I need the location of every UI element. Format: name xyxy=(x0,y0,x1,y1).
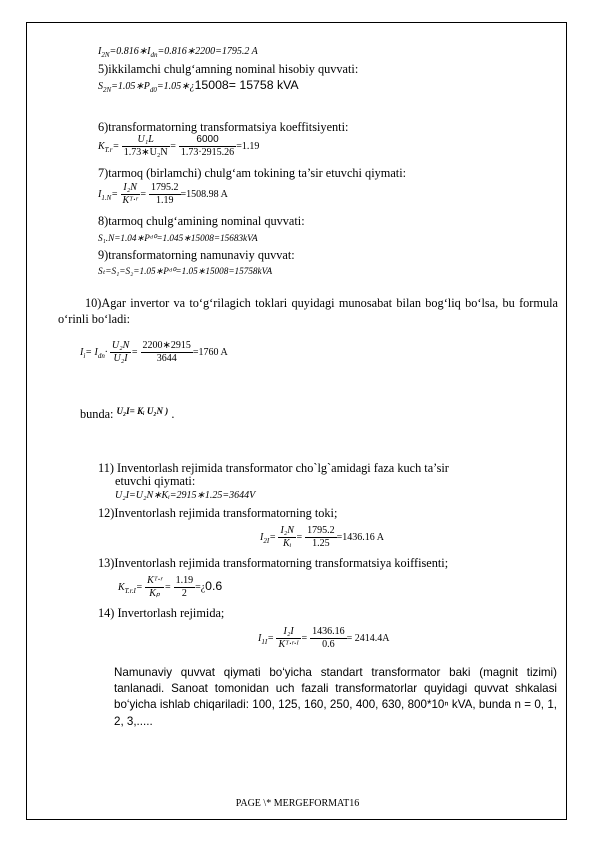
item-7-text: 7)tarmoq (birlamchi) chulg‘am tokining ta’sir etuvchi qiymati: xyxy=(98,166,407,180)
fraction-i1n-symbolic: $\frac{\text{I₂N}}{\text{Kᵀ·ʳ}}$ xyxy=(122,182,138,206)
item-14-text: 14) Invertorlash rejimida; xyxy=(98,606,225,620)
fraction-ktr-symbolic: $\frac{\text{U₁L}}{\text{1.73∗U₂N}}$ xyxy=(123,134,168,158)
fraction-ktri-symbolic: $\frac{\text{Kᵀ·ʳ}}{\text{Kₚ}}$ xyxy=(147,575,163,599)
equation-u2i: U₂I=U₂N∗Kᵢ=2915∗1.25=3644V xyxy=(115,490,256,501)
equation-ktr: $K_{T.r}=$ $\frac{\text{U₁L}}{\text{1.73∗U₂N}}$ = $\frac{6000}{1.73\cdot 2915.26}$ =1.19 xyxy=(98,134,260,158)
fraction-i1i-symbolic: $\frac{\text{I₂I}}{\text{Kᵀ·ʳ·ᴵ}}$ xyxy=(278,626,299,650)
equation-i1n: $I_{1.N}=$ $\frac{\text{I₂N}}{\text{Kᵀ·ʳ}}$ = $\frac{1795.2}{1.19}$ =1508.98 A xyxy=(98,182,228,206)
equation-ktri: $K_{T.r.I}=$ $\frac{\text{Kᵀ·ʳ}}{\text{Kₚ}}$ = $\frac{1.19}{2}$ =¿0.6 xyxy=(118,575,223,599)
equation-i2n: $I_{2N}=0.816∗I_{dn}=0.816∗2200=1795.2$ A xyxy=(98,46,258,59)
item-13-text: 13)Inventorlash rejimida transformatorning transformatsiya koiffisenti; xyxy=(98,556,449,570)
paragraph-standard-transformer: Namunaviy quvvat qiymati bo‘yicha standart transformator baki (magnit tizimi) tanlanadi. Sanoat tomonidan uch fazali transformatorlar quyidagi quvvat shkalasi bo‘yicha ishlab chiqariladi: 100, 125, 160, 250, 400, 630, 800*10ⁿ kVA, bunda n = 0, 1, 2, 3,..... xyxy=(114,666,557,728)
item-9-text: 9)transformatorning namunaviy quvvat: xyxy=(98,248,295,262)
bunda-line: bunda: $^{U_2I= Kᵢ U_2N )}$ . xyxy=(80,406,175,421)
item-11-line2: etuvchi qiymati: xyxy=(115,474,196,488)
fraction-ii-numeric: $\frac{2200∗2915}{3644}$ xyxy=(142,340,191,364)
fraction-ktr-numeric: $\frac{6000}{1.73\cdot 2915.26}$ xyxy=(180,134,235,158)
fraction-ii-symbolic: $\frac{\text{U₂N}}{\text{U₂I}}$ xyxy=(111,340,130,364)
paragraph-10: 10)Agar invertor va to‘g‘rilagich toklari quyidagi munosabat bilan bog‘liq bo‘lsa, bu formula o‘rinli bo‘ladi: xyxy=(58,296,558,327)
equation-s1n: S₁.N=1.04∗Pᵈ⁰=1.045∗15008=15683kVA xyxy=(98,233,258,243)
equation-i2i: $I_{2I}=$ $\frac{\text{I₂N}}{\text{Kᵢ}}$ = $\frac{1795.2}{1.25}$ =1436.16 A xyxy=(260,525,384,549)
equation-st: Sₜ=S₁=S₂=1.05∗Pᵈ⁰=1.05∗15008=15758kVA xyxy=(98,266,273,276)
item-5-text: 5)ikkilamchi chulg‘amning nominal hisobiy quvvati: xyxy=(98,62,359,76)
item-12-text: 12)Inventorlash rejimida transformatorning toki; xyxy=(98,506,338,520)
bunda-formula: U₂I= Kᵢ U₂N ) xyxy=(116,406,169,416)
item-11-line1: 11) Inventorlash rejimida transformator cho`lg`amidagi faza kuch ta’sir xyxy=(98,461,449,475)
item-8-text: 8)tarmoq chulg‘amining nominal quvvati: xyxy=(98,214,305,228)
equation-ii: $I_i= I_{dn}\cdot$ $\frac{\text{U₂N}}{\text{U₂I}}$ = $\frac{2200∗2915}{3644}$ =1760 A xyxy=(80,340,228,364)
page-footer-field: PAGE \* MERGEFORMAT16 xyxy=(235,798,360,809)
item-6-text: 6)transformatorning transformatsiya koeffitsiyenti: xyxy=(98,120,349,134)
equation-s2n: $S_{2N}=1.05∗P_{d0}=1.05∗¿15008= 15758$ kVA xyxy=(98,78,299,94)
fraction-i1n-numeric: $\frac{1795.2}{1.19}$ xyxy=(151,182,179,206)
fraction-i2i-numeric: $\frac{1795.2}{1.25}$ xyxy=(307,525,335,549)
equation-i1i: $I_{1I}=$ $\frac{\text{I₂I}}{\text{Kᵀ·ʳ·ᴵ}}$ = $\frac{1436.16}{0.6}$ = 2414.4A xyxy=(258,626,390,650)
fraction-i2i-symbolic: $\frac{\text{I₂N}}{\text{Kᵢ}}$ xyxy=(280,525,294,549)
fraction-i1i-numeric: $\frac{1436.16}{0.6}$ xyxy=(312,626,345,650)
fraction-ktri-numeric: $\frac{1.19}{2}$ xyxy=(175,575,194,599)
